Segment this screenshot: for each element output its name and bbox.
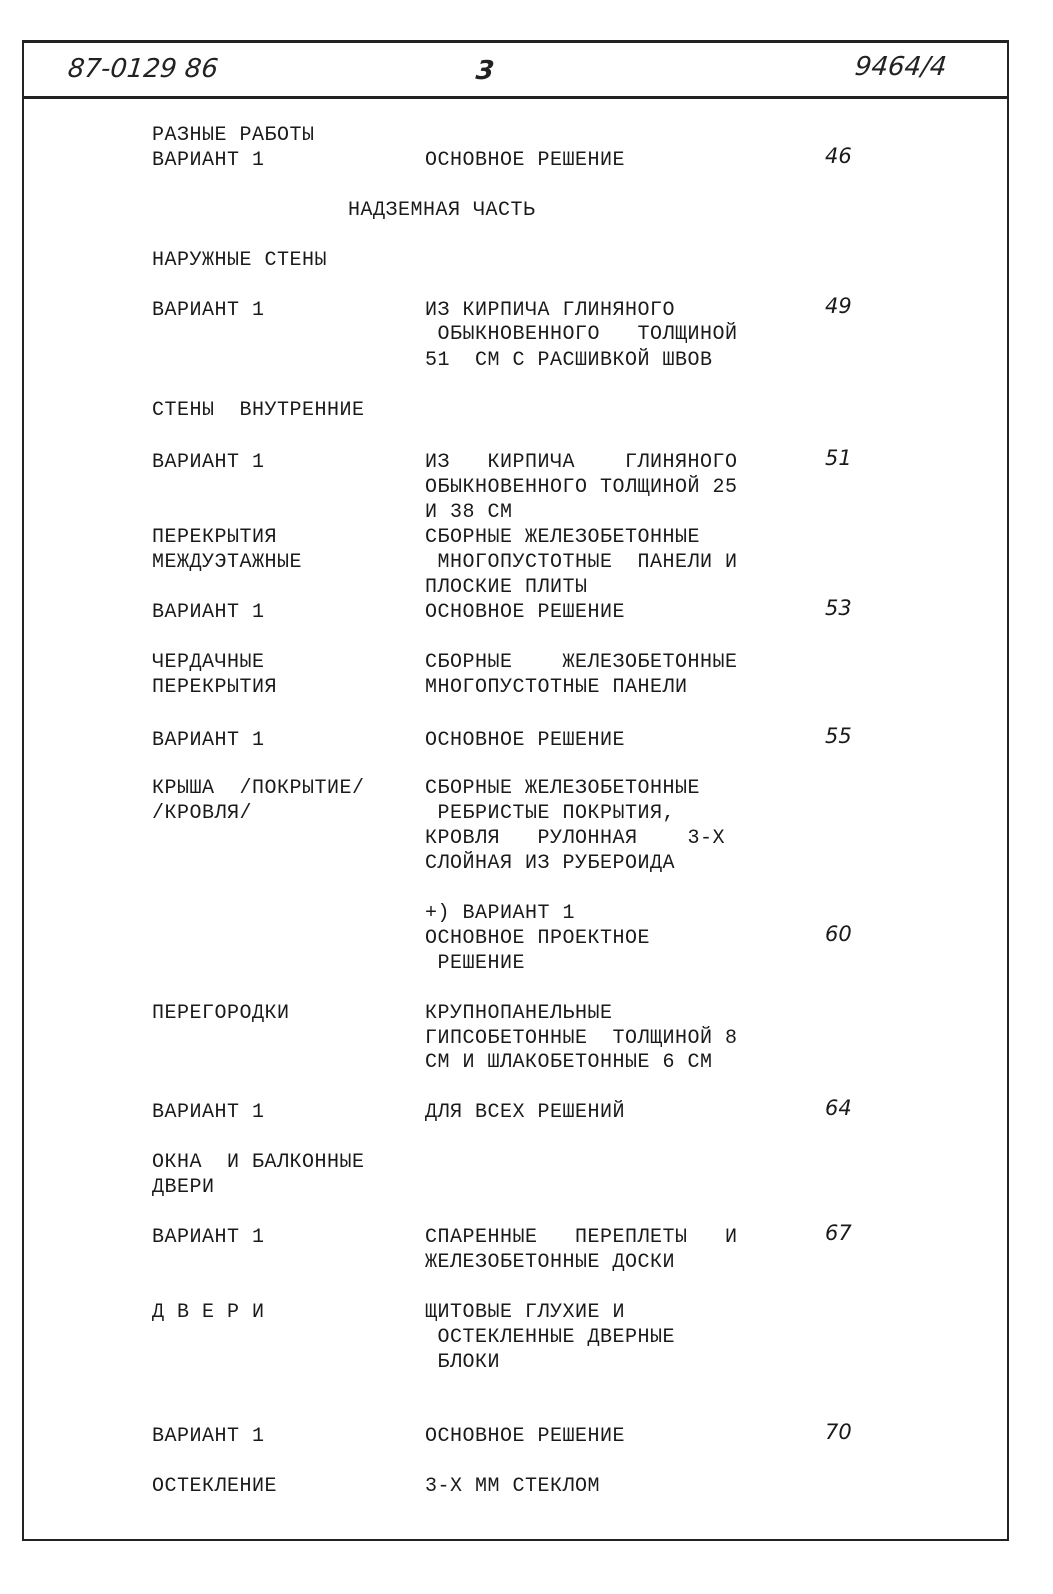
entry-description: ПЛОСКИЕ ПЛИТЫ: [425, 576, 588, 599]
page-number: 3: [474, 56, 496, 86]
entry-description: ОСНОВНОЕ ПРОЕКТНОЕ: [425, 927, 651, 950]
page-reference: 46: [825, 144, 852, 168]
entry-description: ОСНОВНОЕ РЕШЕНИЕ: [425, 729, 626, 752]
entry-description: И 38 СМ: [425, 501, 513, 524]
entry-title: ВАРИАНТ 1: [152, 1425, 265, 1448]
entry-title: ВАРИАНТ 1: [152, 299, 265, 322]
entry-title: ВАРИАНТ 1: [152, 1101, 265, 1124]
entry-title: ВАРИАНТ 1: [152, 729, 265, 752]
entry-description: СЛОЙНАЯ ИЗ РУБЕРОИДА: [425, 852, 676, 875]
page-reference: 53: [825, 596, 852, 620]
entry-title: ПЕРЕГОРОДКИ: [152, 1002, 290, 1025]
entry-description: РЕБРИСТЫЕ ПОКРЫТИЯ,: [425, 802, 676, 825]
entry-description: ГИПСОБЕТОННЫЕ ТОЛЩИНОЙ 8: [425, 1027, 738, 1050]
entry-title: ДВЕРИ: [152, 1176, 215, 1199]
entry-description: СБОРНЫЕ ЖЕЛЕЗОБЕТОННЫЕ: [425, 651, 738, 674]
page-reference: 55: [825, 724, 852, 748]
entry-description: +) ВАРИАНТ 1: [425, 902, 576, 925]
entry-description: ИЗ КИРПИЧА ГЛИНЯНОГО: [425, 451, 738, 474]
entry-title: ОСТЕКЛЕНИЕ: [152, 1475, 278, 1498]
entry-description: СПАРЕННЫЕ ПЕРЕПЛЕТЫ И: [425, 1226, 738, 1249]
page-reference: 70: [825, 1420, 852, 1444]
entry-description: РЕШЕНИЕ: [425, 952, 526, 975]
entry-title: ВАРИАНТ 1: [152, 1226, 265, 1249]
entry-description: 3-Х ММ СТЕКЛОМ: [425, 1475, 601, 1498]
entry-title: ПЕРЕКРЫТИЯ: [152, 526, 278, 549]
entry-description: ОБЫКНОВЕННОГО ТОЛЩИНОЙ 25: [425, 476, 738, 499]
entry-title: ВАРИАНТ 1: [152, 149, 265, 172]
entry-title: ВАРИАНТ 1: [152, 601, 265, 624]
entry-title: ОКНА И БАЛКОННЫЕ: [152, 1151, 365, 1174]
entry-title: НАРУЖНЫЕ СТЕНЫ: [152, 249, 328, 272]
entry-description: ОСТЕКЛЕННЫЕ ДВЕРНЫЕ: [425, 1326, 676, 1349]
entry-description: СБОРНЫЕ ЖЕЛЕЗОБЕТОННЫЕ: [425, 777, 701, 800]
sheet-reference: 9464/4: [853, 52, 949, 82]
entry-description: ОСНОВНОЕ РЕШЕНИЕ: [425, 1425, 626, 1448]
entry-title: ПЕРЕКРЫТИЯ: [152, 676, 278, 699]
entry-title: КРЫША /ПОКРЫТИЕ/: [152, 777, 365, 800]
entry-description: ЩИТОВЫЕ ГЛУХИЕ И: [425, 1301, 626, 1324]
entry-title: МЕЖДУЭТАЖНЫЕ: [152, 551, 303, 574]
header-divider: [22, 96, 1007, 99]
entry-description: ОБЫКНОВЕННОГО ТОЛЩИНОЙ: [425, 323, 738, 346]
entry-title: /КРОВЛЯ/: [152, 802, 253, 825]
entry-description: СБОРНЫЕ ЖЕЛЕЗОБЕТОННЫЕ: [425, 526, 701, 549]
section-heading: НАДЗЕМНАЯ ЧАСТЬ: [348, 199, 536, 222]
page-reference: 64: [825, 1096, 852, 1120]
page-reference: 67: [825, 1221, 852, 1245]
entry-description: КРУПНОПАНЕЛЬНЫЕ: [425, 1002, 613, 1025]
page-reference: 51: [825, 446, 852, 470]
entry-description: 51 СМ С РАСШИВКОЙ ШВОВ: [425, 349, 713, 372]
entry-title: ЧЕРДАЧНЫЕ: [152, 651, 265, 674]
entry-description: КРОВЛЯ РУЛОННАЯ 3-Х: [425, 827, 726, 850]
entry-description: ОСНОВНОЕ РЕШЕНИЕ: [425, 601, 626, 624]
entry-title: СТЕНЫ ВНУТРЕННИЕ: [152, 399, 365, 422]
entry-description: ЖЕЛЕЗОБЕТОННЫЕ ДОСКИ: [425, 1251, 676, 1274]
entry-description: СМ И ШЛАКОБЕТОННЫЕ 6 СМ: [425, 1051, 713, 1074]
entry-title: Д В Е Р И: [152, 1301, 265, 1324]
entry-description: МНОГОПУСТОТНЫЕ ПАНЕЛИ И: [425, 551, 738, 574]
entry-description: ИЗ КИРПИЧА ГЛИНЯНОГО: [425, 299, 676, 322]
page-reference: 49: [825, 294, 852, 318]
document-code: 87-0129 86: [66, 54, 220, 84]
entry-title: ВАРИАНТ 1: [152, 451, 265, 474]
page-reference: 60: [825, 922, 852, 946]
entry-description: БЛОКИ: [425, 1351, 501, 1374]
entry-description: ДЛЯ ВСЕХ РЕШЕНИЙ: [425, 1101, 626, 1124]
entry-description: МНОГОПУСТОТНЫЕ ПАНЕЛИ: [425, 676, 688, 699]
entry-title: РАЗНЫЕ РАБОТЫ: [152, 124, 315, 147]
entry-description: ОСНОВНОЕ РЕШЕНИЕ: [425, 149, 626, 172]
